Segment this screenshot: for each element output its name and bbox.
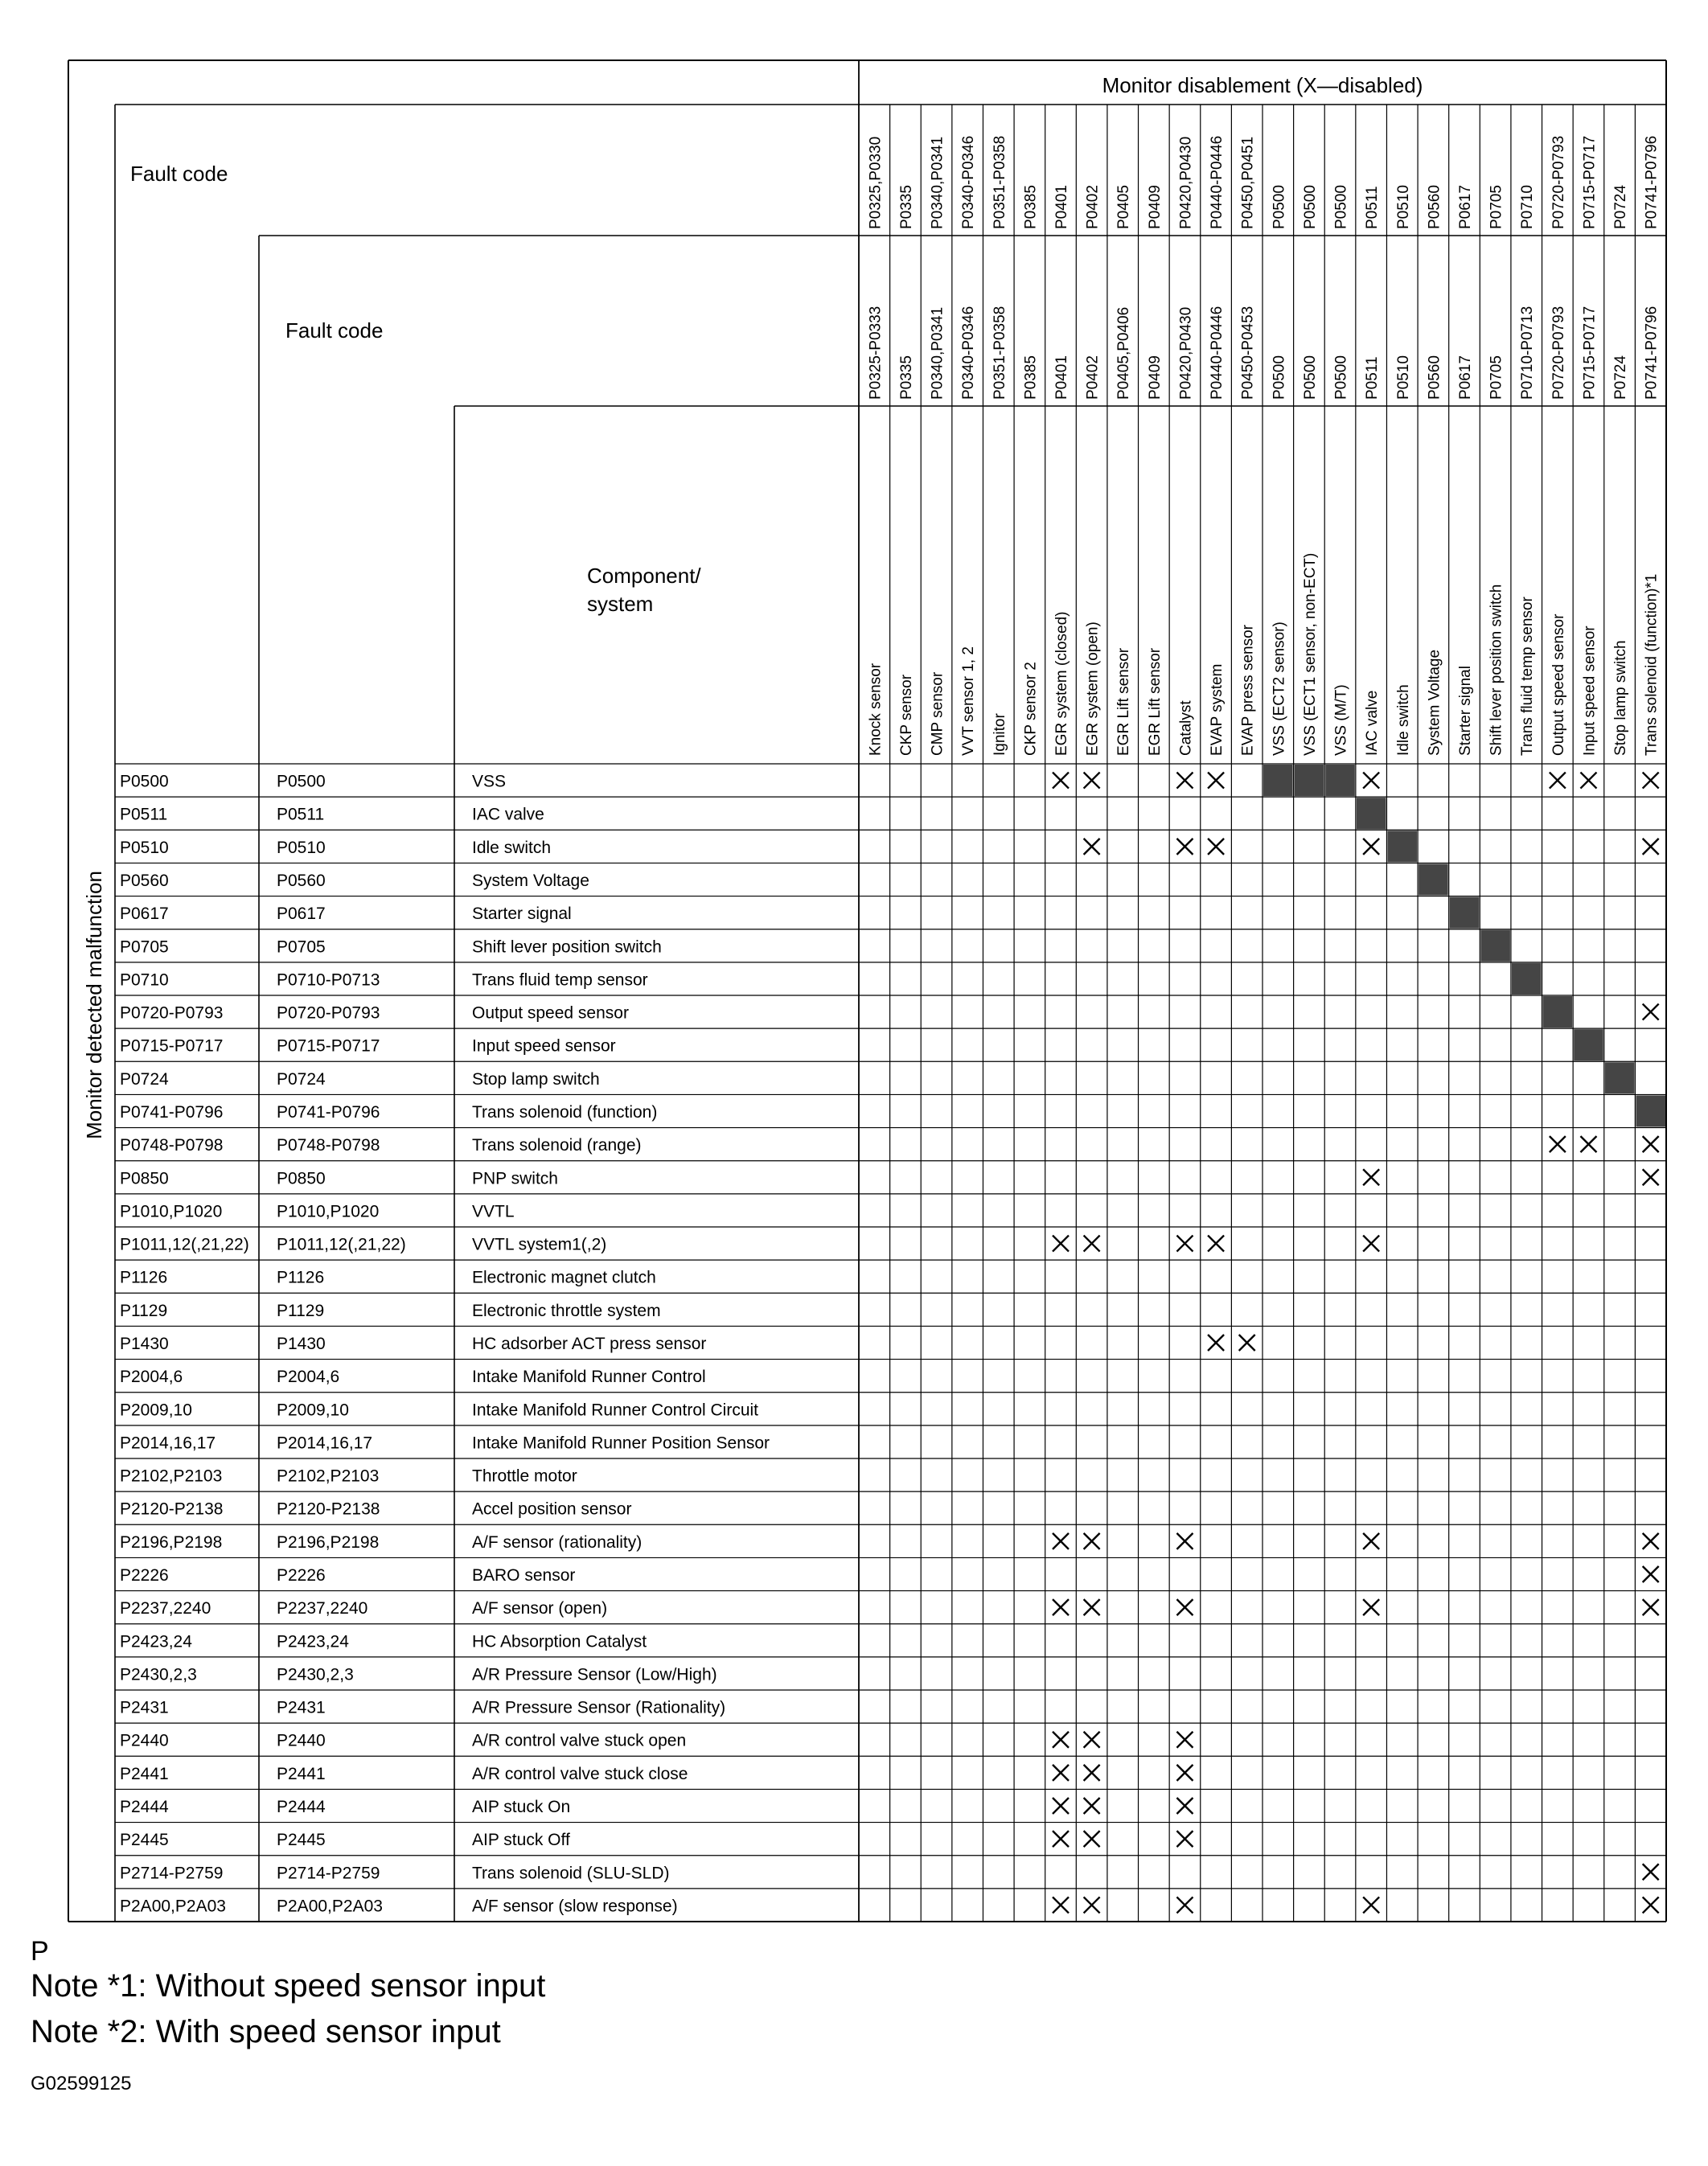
row-fault-code: P2102,P2103 [120, 1467, 223, 1486]
column-component: Input speed sensor [1581, 626, 1599, 756]
column-fault-code: P0402 [1084, 185, 1102, 229]
row-component: A/R Pressure Sensor (Low/High) [472, 1665, 717, 1684]
column-fault-code-2: P0560 [1426, 355, 1443, 400]
row-fault-code-2: P0617 [277, 905, 326, 924]
fault-code-header-2: Fault code [285, 318, 384, 343]
column-fault-code: P0500 [1301, 185, 1319, 229]
row-fault-code-2: P2102,P2103 [277, 1467, 380, 1486]
column-component: CKP sensor 2 [1022, 662, 1040, 756]
row-component: HC Absorption Catalyst [472, 1632, 647, 1651]
row-fault-code: P0710 [120, 970, 169, 990]
row-component: Throttle motor [472, 1467, 577, 1486]
row-fault-code-2: P2423,24 [277, 1632, 349, 1651]
column-component: System Voltage [1426, 649, 1443, 756]
row-fault-code-2: P2445 [277, 1831, 326, 1850]
column-fault-code: P0500 [1332, 185, 1350, 229]
shaded-cell [1325, 765, 1355, 796]
row-component: A/F sensor (open) [472, 1599, 608, 1618]
column-fault-code-2: P0500 [1332, 355, 1350, 400]
column-fault-code-2: P0450-P0453 [1239, 306, 1257, 400]
column-fault-code-2: P0402 [1084, 355, 1102, 400]
row-fault-code-2: P2196,P2198 [277, 1532, 380, 1552]
column-component: EVAP system [1209, 663, 1226, 756]
column-fault-code: P0710 [1519, 185, 1537, 229]
row-fault-code: P0724 [120, 1069, 169, 1089]
column-fault-code-2: P0500 [1271, 355, 1288, 400]
column-fault-code: P0500 [1271, 185, 1288, 229]
column-component: EGR system (open) [1084, 621, 1102, 756]
row-fault-code: P1011,12(,21,22) [120, 1235, 249, 1254]
row-fault-code: P2444 [120, 1798, 169, 1816]
row-fault-code-2: P2430,2,3 [277, 1665, 354, 1684]
row-fault-code: P2004,6 [120, 1368, 183, 1387]
column-fault-code-2: P0500 [1301, 355, 1319, 400]
column-fault-code: P0409 [1146, 185, 1164, 229]
row-component: Trans solenoid (SLU-SLD) [472, 1864, 670, 1883]
row-fault-code: P1129 [120, 1301, 168, 1320]
column-fault-code-2: P0741-P0796 [1643, 306, 1661, 400]
row-fault-code: P0715-P0717 [120, 1036, 224, 1056]
column-fault-code: P0510 [1394, 185, 1412, 229]
row-fault-code-2: P2441 [277, 1764, 326, 1783]
row-fault-code: P2431 [120, 1698, 169, 1717]
row-component: AIP stuck Off [472, 1831, 570, 1850]
row-component: Trans fluid temp sensor [472, 970, 648, 990]
column-fault-code-2: P0409 [1146, 355, 1164, 400]
column-fault-code-2: P0710-P0713 [1519, 306, 1537, 400]
row-fault-code-2: P1430 [277, 1335, 326, 1353]
row-fault-code-2: P2014,16,17 [277, 1434, 373, 1453]
column-component: Trans solenoid (function)*1 [1643, 573, 1661, 756]
column-fault-code: P0720-P0793 [1550, 135, 1567, 229]
row-fault-code: P2440 [120, 1731, 169, 1750]
row-fault-code-2: P0710-P0713 [277, 970, 380, 990]
column-fault-code: P0450,P0451 [1239, 136, 1257, 229]
row-fault-code-2: P0500 [277, 772, 326, 791]
column-component: VSS (M/T) [1332, 684, 1350, 756]
column-fault-code-2: P0340,P0341 [929, 306, 946, 400]
row-fault-code-2: P0510 [277, 838, 326, 857]
shaded-cell [1295, 765, 1324, 796]
row-component: Output speed sensor [472, 1003, 629, 1023]
row-component: Input speed sensor [472, 1036, 616, 1056]
row-fault-code: P2237,2240 [120, 1599, 211, 1618]
figure-ref: G02599125 [31, 2073, 132, 2094]
row-fault-code-2: P0724 [277, 1069, 326, 1089]
column-component: Starter signal [1457, 666, 1474, 756]
column-fault-code: P0715-P0717 [1581, 135, 1599, 229]
column-fault-code: P0385 [1022, 185, 1040, 229]
row-fault-code-2: P2120-P2138 [277, 1499, 380, 1519]
row-component: A/F sensor (slow response) [472, 1897, 678, 1916]
row-fault-code-2: P0560 [277, 872, 326, 890]
column-component: EGR Lift sensor [1115, 647, 1133, 756]
row-fault-code-2: P2714-P2759 [277, 1864, 380, 1883]
shaded-cell [1357, 798, 1386, 829]
column-fault-code: P0705 [1488, 185, 1505, 229]
column-fault-code: P0335 [897, 185, 915, 229]
row-fault-code-2: P0715-P0717 [277, 1036, 380, 1056]
shaded-cell [1450, 897, 1480, 929]
monitor-detected-malfunction-label: Monitor detected malfunction [82, 871, 106, 1139]
shaded-cell [1636, 1095, 1665, 1126]
row-fault-code-2: P0850 [277, 1169, 326, 1188]
note-1: Note *1: Without speed sensor input [31, 1968, 546, 2004]
row-component: Trans solenoid (range) [472, 1136, 642, 1155]
column-component: Knock sensor [867, 663, 885, 756]
row-fault-code-2: P2237,2240 [277, 1599, 368, 1618]
shaded-cell [1512, 963, 1542, 995]
shaded-cell [1263, 765, 1293, 796]
column-component: EGR Lift sensor [1146, 647, 1164, 756]
component-header-line2: system [587, 592, 654, 616]
row-fault-code: P0705 [120, 937, 169, 957]
column-fault-code: P0340,P0341 [929, 136, 946, 229]
row-fault-code: P1126 [120, 1268, 168, 1287]
column-fault-code-2: P0401 [1053, 355, 1070, 400]
column-fault-code: P0351-P0358 [991, 135, 1008, 229]
row-component: A/R Pressure Sensor (Rationality) [472, 1698, 726, 1717]
shaded-cell [1605, 1062, 1635, 1093]
column-fault-code: P0741-P0796 [1643, 135, 1661, 229]
column-fault-code-2: P0617 [1457, 355, 1474, 400]
row-fault-code-2: P1011,12(,21,22) [277, 1235, 406, 1254]
row-fault-code-2: P2A00,P2A03 [277, 1897, 383, 1916]
column-component: EVAP press sensor [1239, 625, 1257, 756]
note-2: Note *2: With speed sensor input [31, 2014, 501, 2049]
row-component: Intake Manifold Runner Control [472, 1368, 706, 1387]
row-component: Intake Manifold Runner Position Sensor [472, 1434, 770, 1453]
row-fault-code: P1010,P1020 [120, 1202, 223, 1221]
column-component: Shift lever position switch [1488, 584, 1505, 756]
column-fault-code: P0340-P0346 [960, 135, 978, 229]
row-fault-code: P2445 [120, 1831, 169, 1850]
column-fault-code-2: P0385 [1022, 355, 1040, 400]
row-fault-code: P2A00,P2A03 [120, 1897, 226, 1916]
row-component: Accel position sensor [472, 1499, 632, 1519]
row-component: PNP switch [472, 1169, 558, 1188]
row-fault-code: P0560 [120, 872, 169, 890]
column-component: Ignitor [991, 713, 1008, 756]
row-component: A/R control valve stuck close [472, 1764, 688, 1783]
row-component: AIP stuck On [472, 1798, 571, 1816]
row-fault-code: P0511 [120, 805, 168, 824]
column-fault-code-2: P0351-P0358 [991, 306, 1008, 400]
row-fault-code-2: P1010,P1020 [277, 1202, 380, 1221]
row-fault-code-2: P0511 [277, 805, 325, 824]
column-fault-code: P0511 [1364, 186, 1382, 229]
row-component: Stop lamp switch [472, 1069, 600, 1089]
component-header-line1: Component/ [587, 564, 701, 588]
column-fault-code-2: P0511 [1364, 356, 1382, 400]
row-fault-code: P2430,2,3 [120, 1665, 197, 1684]
column-fault-code-2: P0510 [1394, 355, 1412, 400]
row-component: HC adsorber ACT press sensor [472, 1335, 707, 1353]
row-fault-code: P2120-P2138 [120, 1499, 224, 1519]
row-fault-code: P2009,10 [120, 1401, 192, 1420]
column-fault-code: P0440-P0446 [1209, 135, 1226, 229]
column-fault-code-2: P0720-P0793 [1550, 306, 1567, 400]
column-component: VSS (ECT2 sensor) [1271, 621, 1288, 756]
column-fault-code: P0325,P0330 [867, 136, 885, 229]
row-fault-code: P0741-P0796 [120, 1103, 224, 1122]
row-component: Electronic magnet clutch [472, 1268, 656, 1287]
row-component: A/R control valve stuck open [472, 1731, 687, 1750]
row-fault-code: P0617 [120, 905, 169, 924]
shaded-cell [1543, 996, 1573, 1028]
row-fault-code-2: P1126 [277, 1268, 325, 1287]
row-component: Trans solenoid (function) [472, 1103, 658, 1122]
column-fault-code: P0420,P0430 [1177, 136, 1195, 229]
row-fault-code-2: P2431 [277, 1698, 326, 1717]
row-component: Intake Manifold Runner Control Circuit [472, 1401, 758, 1420]
column-fault-code-2: P0724 [1612, 355, 1630, 400]
row-fault-code-2: P2444 [277, 1798, 326, 1816]
row-fault-code-2: P2440 [277, 1731, 326, 1750]
shaded-cell [1387, 831, 1417, 862]
fault-code-header-1: Fault code [130, 162, 228, 186]
row-fault-code: P2014,16,17 [120, 1434, 216, 1453]
row-fault-code-2: P0705 [277, 937, 326, 957]
column-fault-code-2: P0440-P0446 [1209, 306, 1226, 400]
row-component: System Voltage [472, 872, 589, 890]
row-component: Idle switch [472, 838, 552, 857]
row-fault-code-2: P0741-P0796 [277, 1103, 380, 1122]
row-component: VVTL [472, 1202, 515, 1221]
shaded-cell [1480, 930, 1510, 962]
monitor-disablement-title: Monitor disablement (X—disabled) [1102, 73, 1423, 97]
row-fault-code-2: P2009,10 [277, 1401, 349, 1420]
column-component: EGR system (closed) [1053, 611, 1070, 756]
column-component: VSS (ECT1 sensor, non-ECT) [1301, 552, 1319, 756]
row-fault-code: P2714-P2759 [120, 1864, 224, 1883]
row-fault-code: P2441 [120, 1764, 169, 1783]
column-component: Output speed sensor [1550, 613, 1567, 756]
row-component: BARO sensor [472, 1566, 576, 1585]
column-fault-code-2: P0420,P0430 [1177, 306, 1195, 400]
column-fault-code: P0617 [1457, 185, 1474, 229]
row-fault-code: P0510 [120, 838, 169, 857]
column-component: IAC valve [1364, 690, 1382, 756]
row-component: VVTL system1(,2) [472, 1235, 607, 1254]
note-p: P [31, 1936, 49, 1967]
column-fault-code-2: P0405,P0406 [1115, 306, 1133, 400]
column-component: CMP sensor [929, 671, 946, 756]
shaded-cell [1419, 864, 1448, 895]
row-component: Starter signal [472, 905, 572, 924]
row-component: Shift lever position switch [472, 937, 662, 957]
row-fault-code-2: P2226 [277, 1566, 326, 1585]
row-fault-code: P0720-P0793 [120, 1003, 224, 1023]
row-component: IAC valve [472, 805, 544, 824]
row-fault-code: P2196,P2198 [120, 1532, 223, 1552]
column-component: Stop lamp switch [1612, 640, 1630, 756]
column-fault-code: P0560 [1426, 185, 1443, 229]
column-fault-code-2: P0705 [1488, 355, 1505, 400]
row-fault-code: P0850 [120, 1169, 169, 1188]
column-component: Idle switch [1394, 684, 1412, 756]
row-fault-code-2: P0748-P0798 [277, 1136, 380, 1155]
column-fault-code-2: P0325-P0333 [867, 306, 885, 400]
row-fault-code-2: P2004,6 [277, 1368, 340, 1387]
column-fault-code-2: P0340-P0346 [960, 306, 978, 400]
column-fault-code: P0724 [1612, 185, 1630, 229]
row-component: VSS [472, 772, 507, 791]
row-component: Electronic throttle system [472, 1301, 661, 1320]
row-fault-code-2: P0720-P0793 [277, 1003, 380, 1023]
column-component: CKP sensor [897, 674, 915, 756]
row-fault-code-2: P1129 [277, 1301, 325, 1320]
column-fault-code-2: P0715-P0717 [1581, 306, 1599, 400]
row-fault-code: P2423,24 [120, 1632, 192, 1651]
row-fault-code: P2226 [120, 1566, 169, 1585]
column-fault-code: P0401 [1053, 185, 1070, 229]
column-fault-code-2: P0335 [897, 355, 915, 400]
shaded-cell [1574, 1029, 1603, 1060]
column-fault-code: P0405 [1115, 185, 1133, 229]
column-component: Catalyst [1177, 700, 1195, 756]
row-fault-code: P0500 [120, 772, 169, 791]
column-component: VVT sensor 1, 2 [960, 646, 978, 756]
column-component: Trans fluid temp sensor [1519, 597, 1537, 756]
row-fault-code: P1430 [120, 1335, 169, 1353]
row-component: A/F sensor (rationality) [472, 1532, 643, 1552]
row-fault-code: P0748-P0798 [120, 1136, 224, 1155]
